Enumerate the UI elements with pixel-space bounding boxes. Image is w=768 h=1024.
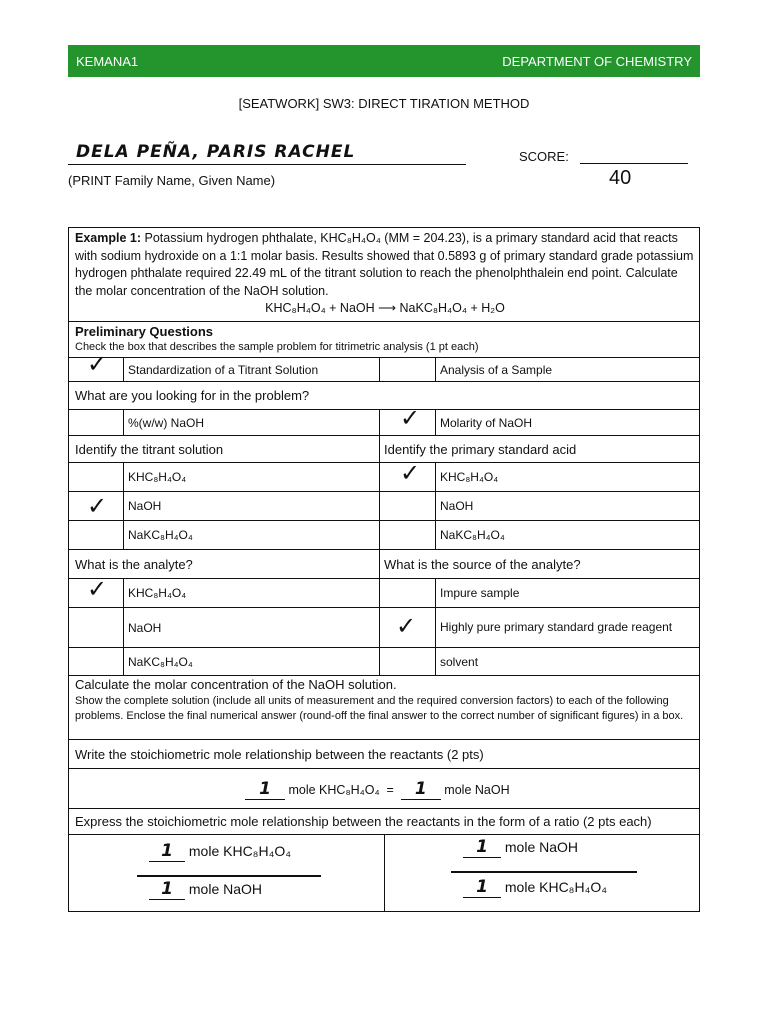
stoich-b-unit: mole NaOH bbox=[444, 783, 510, 797]
q4-option-row-1 bbox=[69, 575, 699, 608]
ratio-left-bar bbox=[137, 875, 321, 877]
q4-right-label-3: solvent bbox=[435, 648, 699, 675]
q4-option-row-3 bbox=[69, 648, 699, 676]
q2-a-label: %(w/w) NaOH bbox=[123, 410, 379, 435]
q3-question-row bbox=[69, 436, 699, 463]
q3-left-label-1: KHC₈H₄O₄ bbox=[123, 463, 379, 491]
q4-left-label-2: NaOH bbox=[123, 608, 379, 647]
ratio-right-denominator: 1 mole KHC₈H₄O₄ bbox=[463, 877, 607, 898]
stoich-equals: = bbox=[386, 783, 394, 797]
q2-question-row bbox=[69, 382, 699, 410]
q3-right-label-1: KHC₈H₄O₄ bbox=[435, 463, 699, 491]
q1-a-box[interactable] bbox=[69, 350, 123, 381]
q4-right-label-1: Impure sample bbox=[435, 579, 699, 607]
worksheet-table bbox=[68, 227, 700, 912]
stoich-b-value: 1 bbox=[401, 779, 441, 800]
q4-left-label-3: NaKC₈H₄O₄ bbox=[123, 648, 379, 675]
ratio-answer-row bbox=[69, 835, 699, 911]
ratio-right-cell bbox=[384, 835, 699, 911]
ratio-question-row bbox=[69, 809, 699, 835]
q3-right-box-3[interactable] bbox=[379, 521, 435, 549]
prelim-row bbox=[69, 322, 699, 358]
q4-right-label-2: Highly pure primary standard grade reagent bbox=[435, 608, 699, 647]
q3-left-box-1[interactable] bbox=[69, 463, 123, 491]
header-right: DEPARTMENT OF CHEMISTRY bbox=[502, 53, 692, 69]
q3-option-row-2 bbox=[69, 492, 699, 521]
prelim-heading: Preliminary Questions bbox=[75, 324, 213, 339]
calc-heading: Calculate the molar concentration of the NaOH solution. bbox=[75, 677, 397, 692]
q4-right-box-2[interactable] bbox=[379, 608, 435, 647]
q3-left-box-3[interactable] bbox=[69, 521, 123, 549]
q1-a-label: Standardization of a Titrant Solution bbox=[123, 358, 379, 381]
q3-option-row-1 bbox=[69, 459, 699, 492]
score-value: 40 bbox=[609, 167, 632, 189]
checkmark-icon: ✓ bbox=[87, 575, 108, 603]
score-label: SCORE: bbox=[519, 149, 569, 164]
stoich-question-row bbox=[69, 740, 699, 769]
ratio-right-numerator: 1 mole NaOH bbox=[463, 837, 578, 858]
prelim-instruction: Check the box that describes the sample problem for titrimetric analysis (1 pt each) bbox=[75, 341, 479, 353]
q3-left-question: Identify the titrant solution bbox=[75, 441, 224, 457]
q2-b-box[interactable] bbox=[379, 404, 435, 435]
checkmark-icon: ✓ bbox=[396, 612, 417, 640]
q3-right-question: Identify the primary standard acid bbox=[379, 436, 699, 462]
q3-left-label-2: NaOH bbox=[123, 492, 379, 520]
q3-right-label-2: NaOH bbox=[435, 492, 699, 520]
ratio-left-numerator: 1 mole KHC₈H₄O₄ bbox=[149, 841, 291, 862]
example-row bbox=[69, 228, 699, 322]
example-label: Example 1: bbox=[75, 231, 142, 245]
q4-right-box-1[interactable] bbox=[379, 579, 435, 607]
checkmark-icon: ✓ bbox=[87, 350, 108, 378]
q4-left-box-3[interactable] bbox=[69, 648, 123, 675]
q4-left-label-1: KHC₈H₄O₄ bbox=[123, 579, 379, 607]
q3-right-box-2[interactable] bbox=[379, 492, 435, 520]
q3-right-label-3: NaKC₈H₄O₄ bbox=[435, 521, 699, 549]
name-line bbox=[68, 164, 466, 165]
student-name: DELA PEÑA, PARIS RACHEL bbox=[76, 142, 356, 162]
checkmark-icon: ✓ bbox=[400, 404, 421, 432]
stoich-question: Write the stoichiometric mole relationship between the reactants (2 pts) bbox=[75, 746, 484, 762]
q4-left-box-2[interactable] bbox=[69, 608, 123, 647]
ratio-left-denominator: 1 mole NaOH bbox=[149, 879, 262, 900]
q1-b-label: Analysis of a Sample bbox=[435, 358, 699, 381]
stoich-equation bbox=[245, 779, 510, 800]
checkmark-icon: ✓ bbox=[400, 459, 421, 487]
header-left: KEMANA1 bbox=[76, 53, 139, 69]
q2-question: What are you looking for in the problem? bbox=[75, 388, 310, 403]
q4-right-box-3[interactable] bbox=[379, 648, 435, 675]
q3-option-row-3 bbox=[69, 521, 699, 550]
checkmark-icon: ✓ bbox=[87, 492, 108, 520]
q4-left-question: What is the analyte? bbox=[75, 556, 193, 572]
q2-a-box[interactable] bbox=[69, 410, 123, 435]
stoich-a-unit: mole KHC₈H₄O₄ bbox=[288, 783, 380, 797]
q3-left-label-3: NaKC₈H₄O₄ bbox=[123, 521, 379, 549]
page-title: [SEATWORK] SW3: DIRECT TIRATION METHOD bbox=[238, 96, 530, 111]
score-line bbox=[580, 163, 688, 164]
q2-options-row bbox=[69, 404, 699, 436]
q1-b-box[interactable] bbox=[379, 358, 435, 381]
stoich-answer-row bbox=[69, 769, 699, 809]
calc-row bbox=[69, 676, 699, 740]
calc-instruction: Show the complete solution (include all units of measurement and the required conversion factors) to each of the following problems. Enclose the final numerical answer (round-off the final answer to the correct number of significant figures) in a box. bbox=[75, 695, 684, 722]
example-body: Potassium hydrogen phthalate, KHC₈H₄O₄ (MM = 204.23), is a primary standard acid that reacts with sodium hydroxide on a 1:1 molar basis. Results showed that 0.5893 g of primary standard grade potassium hydrogen phthalate required 22.49 mL of the titrant solution to reach the phenolphthalein end point. Calculate the molar concentration of the NaOH solution. bbox=[75, 231, 694, 298]
q4-question-row bbox=[69, 550, 699, 579]
q4-left-box-1[interactable] bbox=[69, 575, 123, 607]
example-text bbox=[75, 230, 695, 318]
q4-option-row-2 bbox=[69, 608, 699, 648]
example-equation: KHC₈H₄O₄ + NaOH ⟶ NaKC₈H₄O₄ + H₂O bbox=[265, 301, 505, 315]
ratio-question: Express the stoichiometric mole relationship between the reactants in the form of a ratio (2 pts each) bbox=[75, 814, 652, 829]
q4-right-question: What is the source of the analyte? bbox=[379, 550, 699, 578]
name-caption: (PRINT Family Name, Given Name) bbox=[68, 173, 276, 188]
q3-right-box-1[interactable] bbox=[379, 459, 435, 491]
header-bar bbox=[68, 45, 700, 77]
ratio-left-cell bbox=[69, 835, 384, 911]
ratio-right-bar bbox=[451, 871, 637, 873]
q1-row bbox=[69, 350, 699, 382]
q2-b-label: Molarity of NaOH bbox=[435, 410, 699, 435]
stoich-a-value: 1 bbox=[245, 779, 285, 800]
q3-left-box-2[interactable] bbox=[69, 492, 123, 520]
